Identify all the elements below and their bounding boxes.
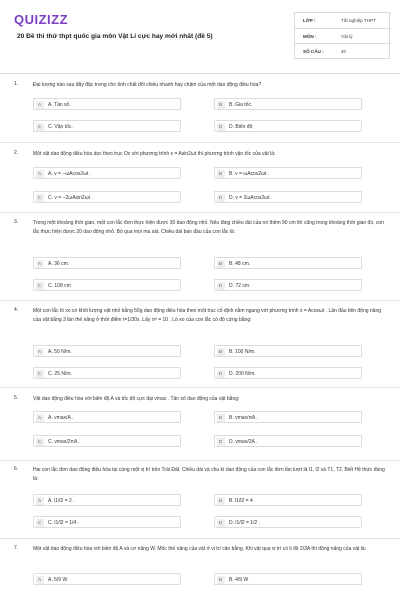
option-c[interactable] xyxy=(33,367,181,379)
option-letter: C xyxy=(36,438,44,446)
option-a[interactable] xyxy=(33,573,181,585)
option-text: A. Tần số. xyxy=(48,102,71,109)
option-text: C. 108 cm xyxy=(48,283,71,290)
meta-value: Tốt nghiệp THPT xyxy=(341,18,376,23)
option-d[interactable] xyxy=(214,191,362,203)
option-text: B. l1/l2 = 4 . xyxy=(229,498,256,505)
question-number: 2. xyxy=(14,150,19,156)
option-b[interactable] xyxy=(214,257,362,269)
option-letter: D xyxy=(217,194,225,202)
option-letter: A xyxy=(36,101,44,109)
option-text: A. l1/l2 = 2 . xyxy=(48,498,75,505)
option-text: B. vmax/πA . xyxy=(229,415,258,422)
meta-key: LỚP : xyxy=(303,18,316,23)
question-divider xyxy=(0,300,400,301)
option-letter: B xyxy=(217,260,225,268)
option-text: D. 72 cm. xyxy=(229,283,251,290)
option-text: C. vmax/2πA . xyxy=(48,439,80,446)
option-b[interactable] xyxy=(214,98,362,110)
option-letter: C xyxy=(36,282,44,290)
question-text: Trong một khoảng thời gian, một con lắc đơn thực hiện được 30 dao động nhỏ. Nếu tăng chiều dài của nó thêm 90 cm thì cũng trong khoảng thời gian đó, con lắc thực hiện được 20 dao động nhỏ. Bỏ qua mọi ma sát. Chiều dài ban đầu của con lắc là: xyxy=(33,220,384,235)
option-text: C. 25 N/m. xyxy=(48,371,72,378)
question-number: 4. xyxy=(14,307,19,313)
question-text: Hai con lắc đơn dao động điều hòa tại cùng một vị trí trên Trái Đất. Chiều dài và chu kì dao động của con lắc đơn lần lượt là l1, l2 và T1, T2. Biết Hệ thức đúng là: xyxy=(33,467,385,482)
option-a[interactable] xyxy=(33,345,181,357)
question-text: Một vật dao động điều hòa dọc theo trục Ox với phương trình x = Asin2ωt thì phương trình vận tốc của vật là: xyxy=(33,151,276,157)
logo-text: QUIZIZZ xyxy=(14,12,69,27)
question-divider xyxy=(0,212,400,213)
meta-row-count xyxy=(295,44,391,60)
option-letter: A xyxy=(36,348,44,356)
option-text: B. 48 cm. xyxy=(229,261,251,268)
option-b[interactable] xyxy=(214,411,362,423)
option-a[interactable] xyxy=(33,494,181,506)
option-letter: B xyxy=(217,348,225,356)
option-text: A. 50 N/m. xyxy=(48,349,72,356)
option-text: C. l1/l2 = 1/4 . xyxy=(48,520,79,527)
option-text: A. 36 cm. xyxy=(48,261,70,268)
document-header xyxy=(0,0,400,68)
option-d[interactable] xyxy=(214,279,362,291)
meta-value: 40 xyxy=(341,49,347,54)
question-divider xyxy=(0,142,400,143)
option-text: B. 100 N/m. xyxy=(229,349,256,356)
option-text: D. vmax/2A . xyxy=(229,439,258,446)
option-c[interactable] xyxy=(33,279,181,291)
meta-value: Vật lý xyxy=(341,33,353,39)
option-b[interactable] xyxy=(214,345,362,357)
option-c[interactable] xyxy=(33,516,181,528)
option-text: A. 5/9 W xyxy=(48,577,68,584)
option-letter: D xyxy=(217,370,225,378)
option-text: A. v = −ωAcos2ωt . xyxy=(48,171,92,178)
option-letter: A xyxy=(36,576,44,584)
question-divider xyxy=(0,387,400,388)
option-d[interactable] xyxy=(214,120,362,132)
option-text: D. Biên độ xyxy=(229,124,253,131)
question-number: 7. xyxy=(14,545,19,551)
question-divider xyxy=(0,460,400,461)
option-letter: B xyxy=(217,170,225,178)
option-letter: C xyxy=(36,370,44,378)
option-letter: B xyxy=(217,101,225,109)
option-d[interactable] xyxy=(214,367,362,379)
option-letter: B xyxy=(217,414,225,422)
option-text: D. v = 2ωAcos2ωt . xyxy=(229,195,273,202)
option-letter: D xyxy=(217,282,225,290)
question-text: Vật dao động điều hòa với biên độ A và tốc độ cực đại vmax . Tần số dao động của vật bằng: xyxy=(33,396,240,402)
option-text: B. v = ωAcos2ωt . xyxy=(229,171,270,178)
option-a[interactable] xyxy=(33,167,181,179)
question-text: Đại lượng nào sau đây đặc trưng cho tính chất đổi chiều nhanh hay chậm của một dao động điều hòa? xyxy=(33,82,262,88)
option-letter: B xyxy=(217,576,225,584)
option-letter: D xyxy=(217,519,225,527)
question-divider xyxy=(0,538,400,539)
option-d[interactable] xyxy=(214,516,362,528)
meta-row-subject xyxy=(295,29,391,45)
meta-row-class xyxy=(295,13,391,29)
option-c[interactable] xyxy=(33,435,181,447)
option-text: C. v = −2ωAsin2ωt . xyxy=(48,195,93,202)
option-letter: A xyxy=(36,497,44,505)
option-a[interactable] xyxy=(33,411,181,423)
question-text: Một con lắc lò xo có khối lượng vật nhỏ bằng 50g dao động điều hòa theo một trục cố định nằm ngang với phương trình x = Acosωt . Lần đầu tiên động năng của vật bằng 3 lần thế năng ở thời điểm t=1/30s .Lấy π² = 10 . Lò xo của con lắc có độ cứng bằng: xyxy=(33,308,382,323)
meta-key: SỐ CÂU : xyxy=(303,49,324,54)
option-letter: A xyxy=(36,170,44,178)
option-text: B. Gia tốc. xyxy=(229,102,253,109)
option-text: D. l1/l2 = 1/2 . xyxy=(229,520,260,527)
meta-table xyxy=(294,12,390,59)
option-b[interactable] xyxy=(214,167,362,179)
question-number: 3. xyxy=(14,219,19,225)
option-text: C. Vận tốc. xyxy=(48,124,73,131)
option-a[interactable] xyxy=(33,257,181,269)
option-letter: D xyxy=(217,123,225,131)
option-letter: B xyxy=(217,497,225,505)
question-number: 1. xyxy=(14,81,19,87)
option-text: B. 4/9 W xyxy=(229,577,249,584)
option-a[interactable] xyxy=(33,98,181,110)
option-letter: C xyxy=(36,194,44,202)
header-divider xyxy=(0,73,400,74)
option-b[interactable] xyxy=(214,573,362,585)
option-b[interactable] xyxy=(214,494,362,506)
option-text: A. vmax/A . xyxy=(48,415,74,422)
document-title: 20 Đề thi thử thpt quốc gia môn Vật Lí cực hay mới nhất (đề 5) xyxy=(17,33,213,40)
option-letter: C xyxy=(36,519,44,527)
option-text: D. 200 N/m. xyxy=(229,371,256,378)
option-letter: C xyxy=(36,123,44,131)
meta-key: MÔN : xyxy=(303,33,317,39)
option-letter: A xyxy=(36,414,44,422)
quizizz-logo xyxy=(14,12,68,27)
option-letter: D xyxy=(217,438,225,446)
question-number: 6. xyxy=(14,466,19,472)
option-d[interactable] xyxy=(214,435,362,447)
option-c[interactable] xyxy=(33,191,181,203)
option-c[interactable] xyxy=(33,120,181,132)
question-text: Một vật dao động điều hòa với biên độ A và cơ năng W. Mốc thế năng của vật ở vị trí cân bằng. Khi vật qua vị trí có li độ 2/3A thì động năng của vật là: xyxy=(33,546,367,552)
option-letter: A xyxy=(36,260,44,268)
question-number: 5. xyxy=(14,395,19,401)
